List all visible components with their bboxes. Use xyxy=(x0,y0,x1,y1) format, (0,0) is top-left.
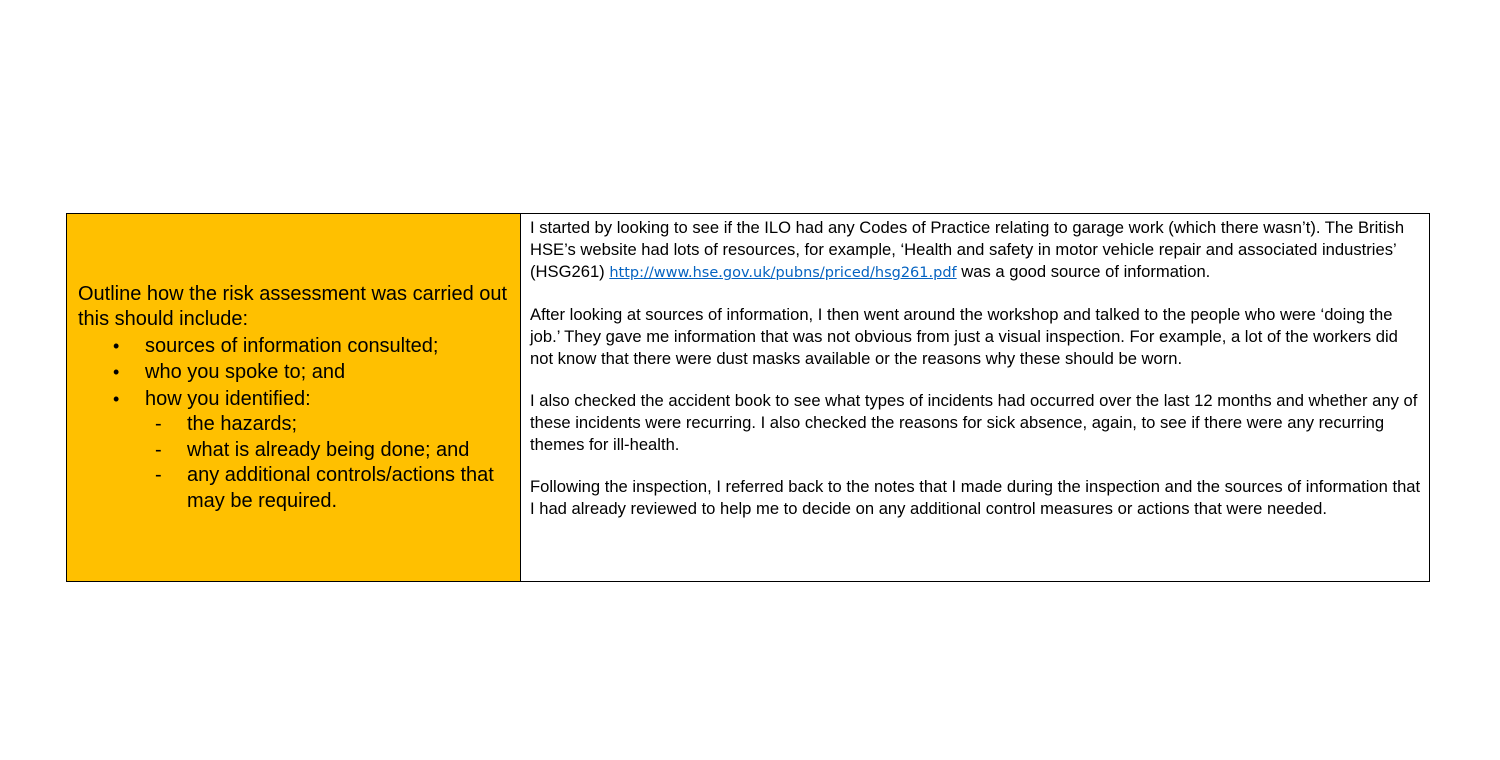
bullet-icon: • xyxy=(113,335,120,356)
response-paragraph-1 xyxy=(530,217,1421,284)
bullet-item xyxy=(78,387,510,515)
bullet-item xyxy=(78,360,510,386)
sub-item xyxy=(78,412,510,438)
response-paragraph-2: After looking at sources of information, I then went around the workshop and talked to the people who were ‘doing the job.’ They gave me information that was not obvious from just a visual inspection. For example, a lot of the workers did not know that there were dust masks available or the reasons why these should be worn. xyxy=(530,305,1398,368)
dash-icon: - xyxy=(155,464,162,487)
sub-item-list xyxy=(78,412,510,514)
response-paragraph-4: Following the inspection, I referred back to the notes that I made during the inspection and the sources of information that I had already reviewed to help me to decide on any additional control measures or actions that were needed. xyxy=(530,477,1421,518)
bullet-text: sources of information consulted; xyxy=(145,334,439,357)
response-p1-tail: was a good source of information. xyxy=(956,262,1211,281)
response-cell xyxy=(521,214,1429,581)
prompt-bullet-list xyxy=(78,334,510,515)
bullet-icon: • xyxy=(113,362,120,383)
sub-item-text: the hazards; xyxy=(187,413,298,436)
response-paragraph-3: I also checked the accident book to see what types of incidents had occurred over the last 12 months and whether any of these incidents were recurring. I also checked the reasons for sick absence, again, to see if there were any recurring themes for ill-health. xyxy=(530,391,1418,454)
sub-item-text: what is already being done; and xyxy=(187,438,470,461)
assessment-table xyxy=(66,213,1430,582)
bullet-item xyxy=(78,334,510,360)
hsg261-link[interactable]: http://www.hse.gov.uk/pubns/priced/hsg261.pdf xyxy=(609,265,957,281)
sub-item-text: any additional controls/actions that may be required. xyxy=(187,464,494,512)
prompt-heading: Outline how the risk assessment was carried out this should include: xyxy=(78,282,508,331)
dash-icon: - xyxy=(155,413,162,436)
sub-item xyxy=(78,463,510,514)
prompt-cell xyxy=(67,214,521,581)
response-p1-text: I started by looking to see if the ILO had any Codes of Practice relating to garage work (which there wasn’t). The British HSE’s website had lots of resources, for example, ‘Health and safety in motor vehicle repair and associated industries’ (HSG261) xyxy=(530,218,1405,281)
bullet-text: how you identified: xyxy=(145,387,311,410)
bullet-text: who you spoke to; and xyxy=(145,361,346,384)
prompt-content xyxy=(78,280,510,516)
sub-item xyxy=(78,438,510,464)
bullet-icon: • xyxy=(113,388,120,409)
dash-icon: - xyxy=(155,438,162,461)
